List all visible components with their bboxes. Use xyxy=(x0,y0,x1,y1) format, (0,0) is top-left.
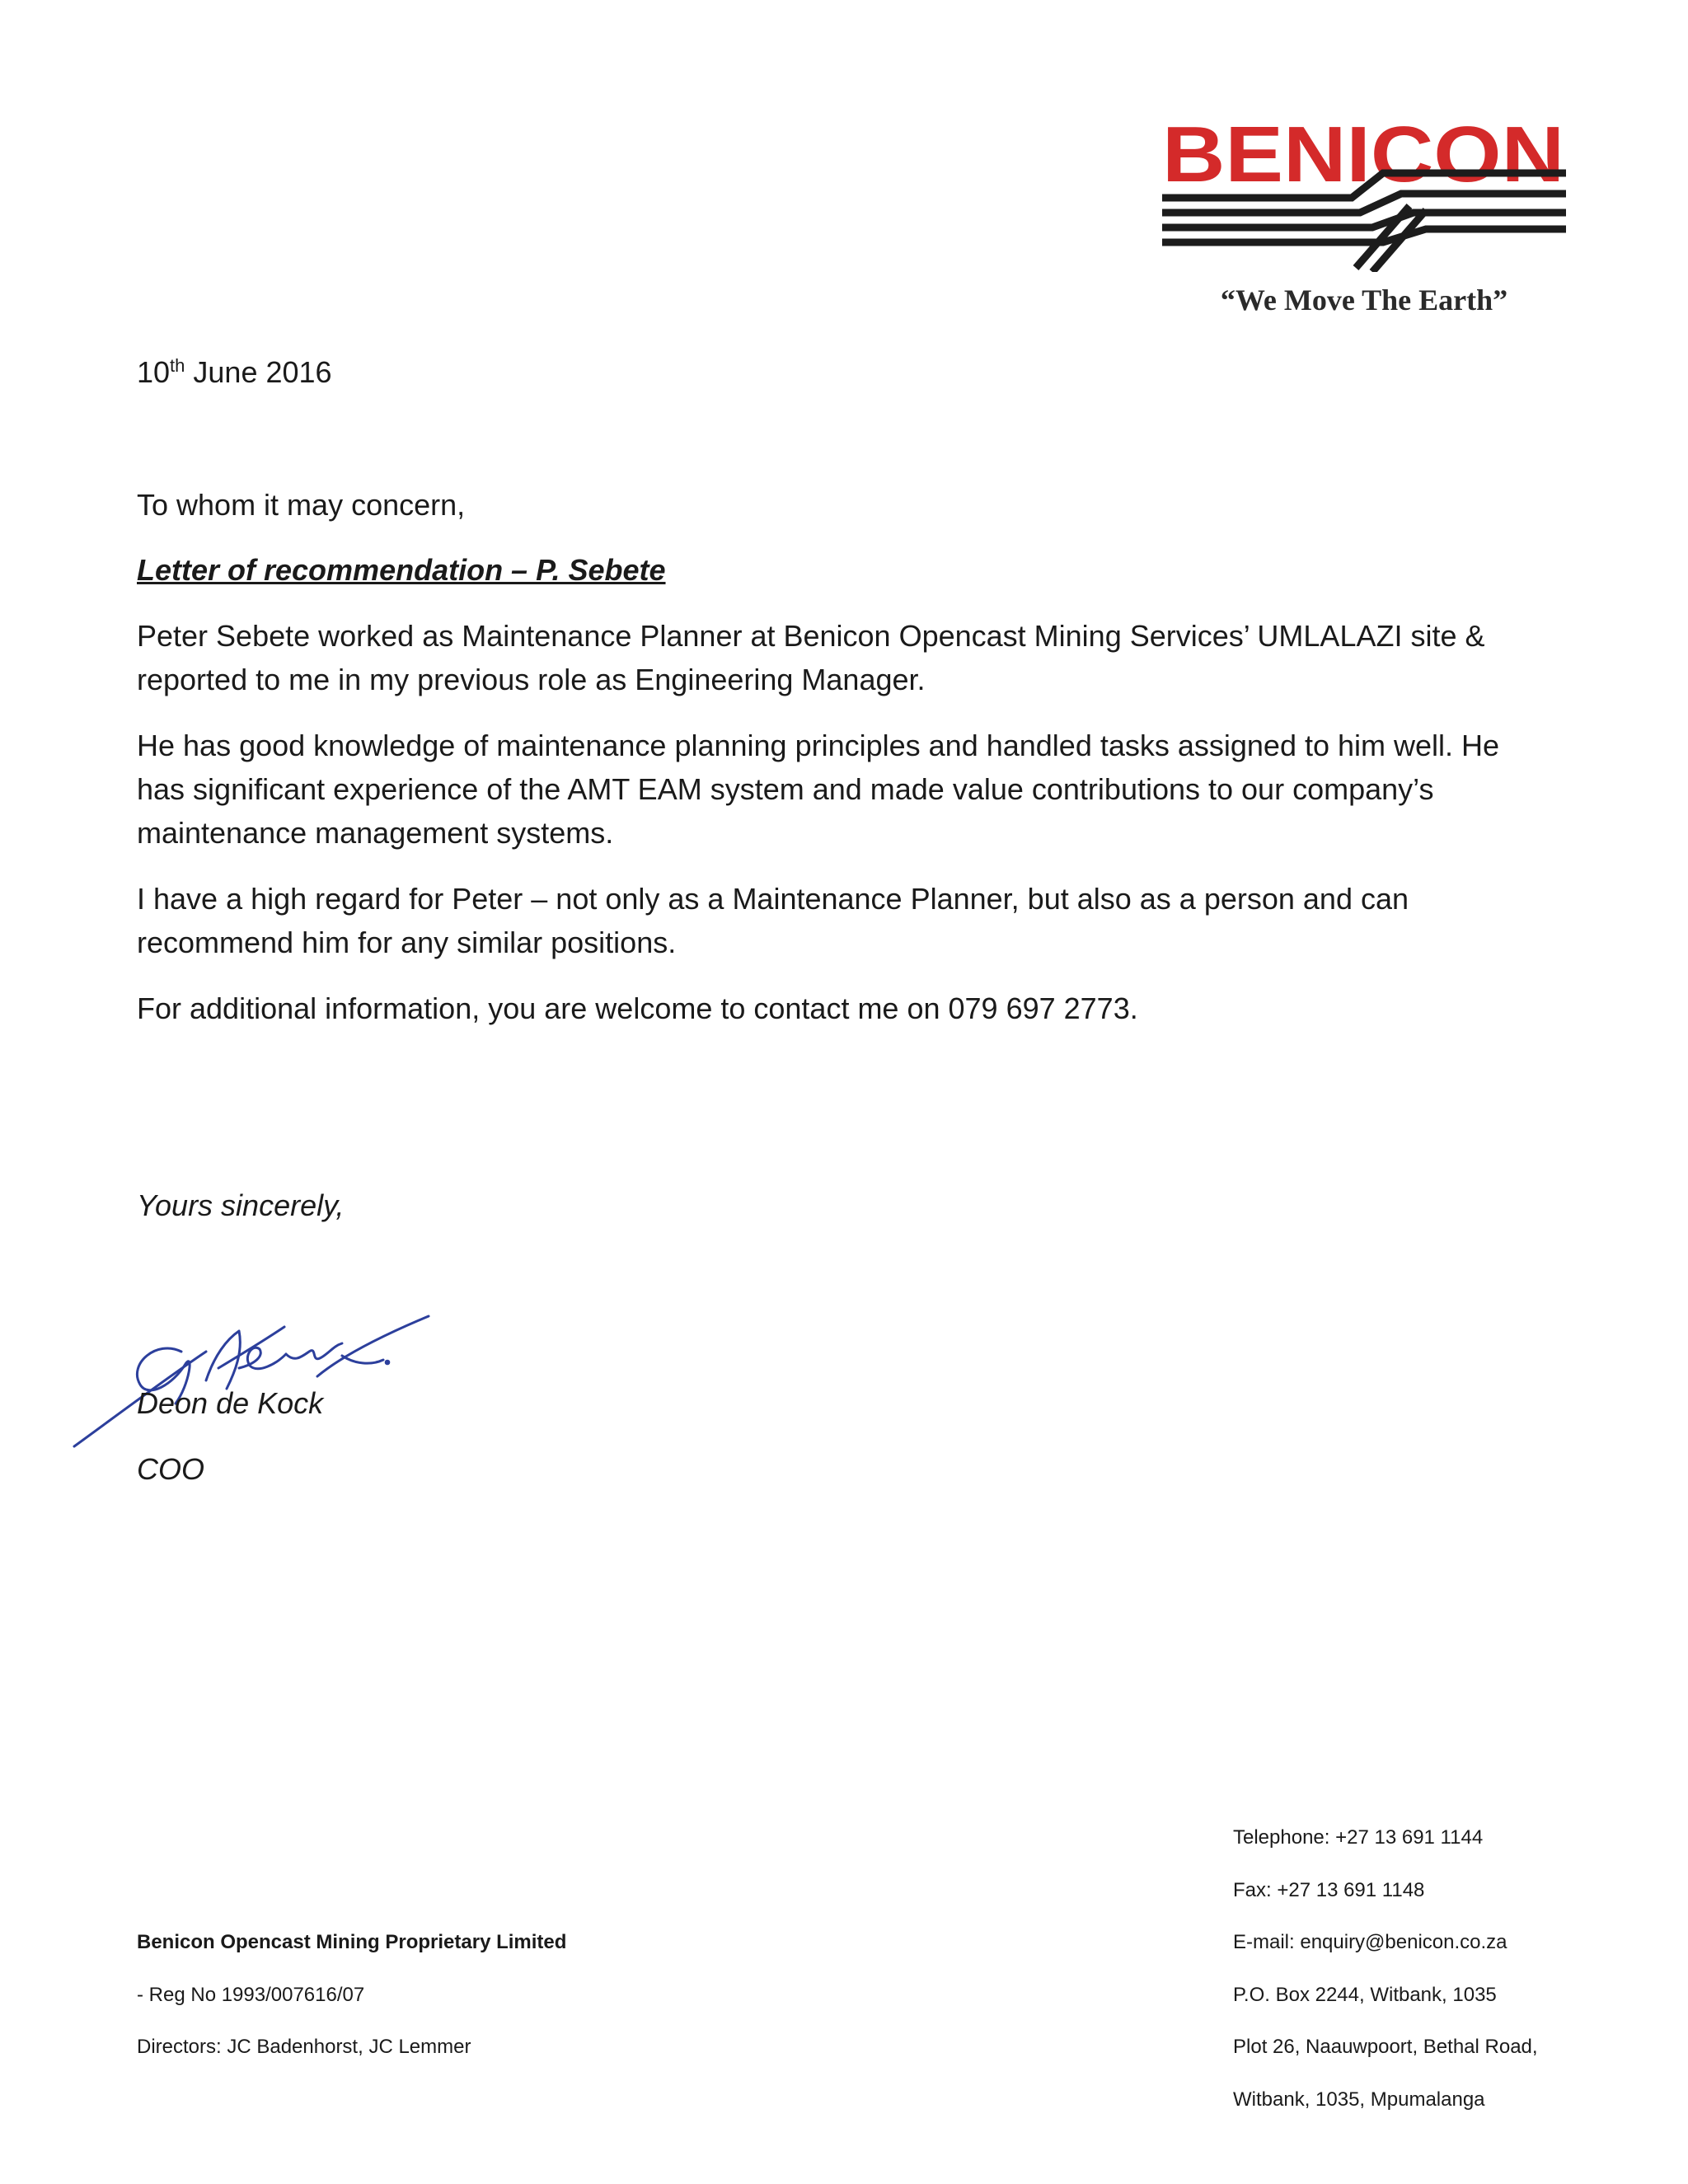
footer-email: E-mail: enquiry@benicon.co.za xyxy=(1233,1931,1507,1953)
footer-po-box: P.O. Box 2244, Witbank, 1035 xyxy=(1233,1984,1497,2006)
footer-reg-no: - Reg No 1993/007616/07 xyxy=(137,1984,365,2006)
date-month-year: June 2016 xyxy=(185,355,332,389)
paragraph-4: For additional information, you are welcome to contact me on 079 697 2773. xyxy=(137,991,1138,1025)
letter-subject: Letter of recommendation – P. Sebete xyxy=(137,553,666,587)
signatory-name: Deon de Kock xyxy=(137,1386,324,1420)
closing: Yours sincerely, xyxy=(137,1188,345,1222)
benicon-logo xyxy=(1162,107,1566,272)
handwritten-signature xyxy=(70,1306,466,1451)
footer-telephone: Telephone: +27 13 691 1144 xyxy=(1233,1826,1484,1849)
company-tagline: “We Move The Earth” xyxy=(1220,284,1508,316)
footer-fax: Fax: +27 13 691 1148 xyxy=(1233,1879,1425,1901)
footer-address-line-1: Plot 26, Naauwpoort, Bethal Road, xyxy=(1233,2036,1538,2058)
date-day: 10 xyxy=(137,355,171,389)
footer-address-line-2: Witbank, 1035, Mpumalanga xyxy=(1233,2088,1485,2111)
paragraph-1: Peter Sebete worked as Maintenance Planner at Benicon Opencast Mining Services’ UMLALAZI site & reported to me in my previous role as Engineering Manager. xyxy=(137,619,1485,696)
signatory-title: COO xyxy=(137,1452,205,1486)
paragraph-2: He has good knowledge of maintenance planning principles and handled tasks assigned to him well. He has significant experience of the AMT EAM system and made value contributions to our company’s maintenance management systems. xyxy=(137,729,1500,850)
footer-company-name: Benicon Opencast Mining Proprietary Limited xyxy=(137,1931,567,1953)
logo-wordmark: BENICON xyxy=(1162,110,1564,199)
paragraph-3: I have a high regard for Peter – not only as a Maintenance Planner, but also as a person and can recommend him for any similar positions. xyxy=(137,882,1409,959)
letter-date xyxy=(137,350,332,394)
footer-directors: Directors: JC Badenhorst, JC Lemmer xyxy=(137,2036,471,2058)
salutation: To whom it may concern, xyxy=(137,488,466,522)
date-suffix: th xyxy=(170,355,185,376)
